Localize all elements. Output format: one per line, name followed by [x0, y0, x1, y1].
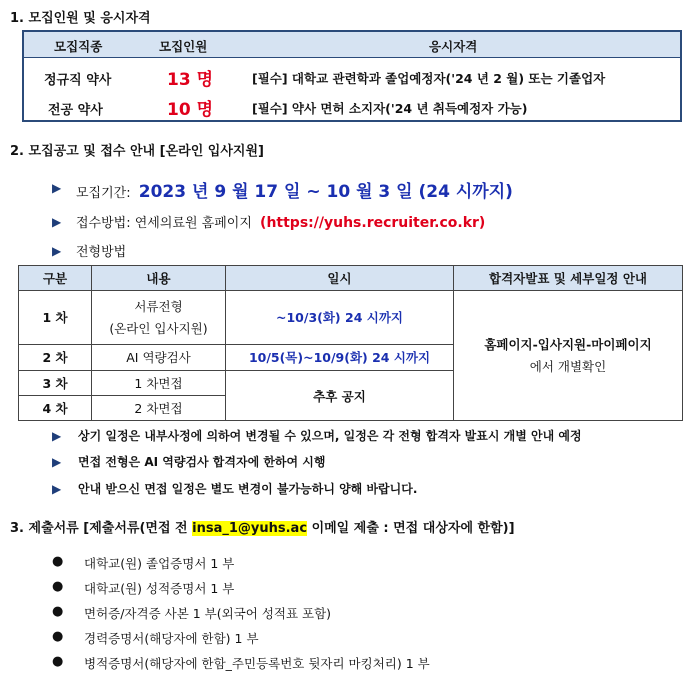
content-cell: 2 차면접 [92, 396, 226, 421]
date-cell: 10/5(목)~10/9(화) 24 시까지 [226, 344, 454, 371]
period-label: 모집기간: [76, 186, 131, 201]
schedule-note: 안내 받으신 면접 일정은 별도 변경이 불가능하니 양해 바랍니다. [78, 482, 418, 496]
table-row [24, 62, 680, 92]
table-row [24, 92, 680, 122]
position-name: 정규직 약사 [44, 73, 112, 88]
header-position: 모집직종 [54, 39, 103, 54]
content-line: (온라인 입사지원) [109, 321, 208, 337]
filled-circle-icon: ● [52, 554, 64, 569]
section3-title-suffix: 이메일 제출 : 면접 대상자에 한함)] [311, 521, 515, 536]
content-cell: 1 차면접 [92, 371, 226, 396]
position-count: 13 명 [167, 70, 213, 90]
triangle-right-icon: ▶ [52, 455, 62, 469]
triangle-right-icon: ▶ [52, 244, 62, 258]
application-method [76, 212, 485, 231]
header-date: 일시 [226, 266, 454, 291]
method-label: 접수방법: 연세의료원 홈페이지 [76, 216, 252, 231]
result-line: 홈페이지-입사지원-마이페이지 [484, 337, 652, 353]
date-cell: ~10/3(화) 24 시까지 [226, 290, 454, 344]
stage-cell: 1 차 [19, 290, 92, 344]
stage-cell: 4 차 [19, 396, 92, 421]
position-qualification: [필수] 약사 면허 소지자('24 년 취득예정자 가능) [252, 101, 528, 116]
position-name: 전공 약사 [48, 103, 103, 118]
content-line: 서류전형 [134, 299, 183, 315]
stage-cell: 2 차 [19, 344, 92, 371]
filled-circle-icon: ● [52, 629, 64, 644]
section3-title [10, 517, 515, 536]
document-item: 경력증명서(해당자에 한함) 1 부 [84, 631, 259, 646]
header-stage: 구분 [19, 266, 92, 291]
process-table [18, 265, 683, 421]
period-value: 2023 년 9 월 17 일 ~ 10 월 3 일 (24 시까지) [138, 182, 513, 202]
recruitment-table [22, 30, 682, 122]
triangle-right-icon: ▶ [52, 482, 62, 496]
position-count: 10 명 [167, 100, 213, 120]
date-cell: 추후 공지 [226, 371, 454, 421]
document-item: 대학교(원) 졸업증명서 1 부 [84, 556, 235, 571]
section2-title: 2. 모집공고 및 접수 안내 [온라인 입사지원] [10, 144, 264, 159]
filled-circle-icon: ● [52, 654, 64, 669]
header-result: 합격자발표 및 세부일정 안내 [454, 266, 683, 291]
filled-circle-icon: ● [52, 604, 64, 619]
email-link[interactable]: insa_1@yuhs.ac [192, 521, 308, 536]
document-item: 병적증명서(해당자에 한함_주민등록번호 뒷자리 마킹처리) 1 부 [84, 656, 430, 671]
header-qualification: 응시자격 [429, 39, 478, 54]
header-content: 내용 [92, 266, 226, 291]
content-cell [92, 290, 226, 344]
filled-circle-icon: ● [52, 579, 64, 594]
triangle-right-icon: ▶ [52, 215, 62, 229]
section1-title: 1. 모집인원 및 응시자격 [10, 11, 151, 26]
section3-title-prefix: 3. 제출서류 [제출서류(면접 전 [10, 521, 188, 536]
schedule-note: 면접 전형은 AI 역량검사 합격자에 한하여 시행 [78, 455, 326, 469]
process-label: 전형방법 [76, 245, 127, 260]
recruitment-period [76, 177, 513, 202]
stage-cell: 3 차 [19, 371, 92, 396]
header-count: 모집인원 [159, 39, 208, 54]
triangle-right-icon: ▶ [52, 429, 62, 443]
triangle-right-icon: ▶ [52, 181, 62, 195]
document-item: 면허증/자격증 사본 1 부(외국어 성적표 포함) [84, 606, 332, 621]
schedule-note: 상기 일정은 내부사정에 의하여 변경될 수 있으며, 일정은 각 전형 합격자 발표시 개별 안내 예정 [78, 429, 582, 443]
document-item: 대학교(원) 성적증명서 1 부 [84, 581, 235, 596]
content-cell: AI 역량검사 [92, 344, 226, 371]
result-cell [454, 290, 683, 420]
recruitment-table-header [24, 32, 680, 58]
result-line: 에서 개별확인 [529, 359, 607, 375]
position-qualification: [필수] 대학교 관련학과 졸업예정자('24 년 2 월) 또는 기졸업자 [252, 71, 606, 86]
method-url-link[interactable]: (https://yuhs.recruiter.co.kr) [260, 215, 486, 231]
